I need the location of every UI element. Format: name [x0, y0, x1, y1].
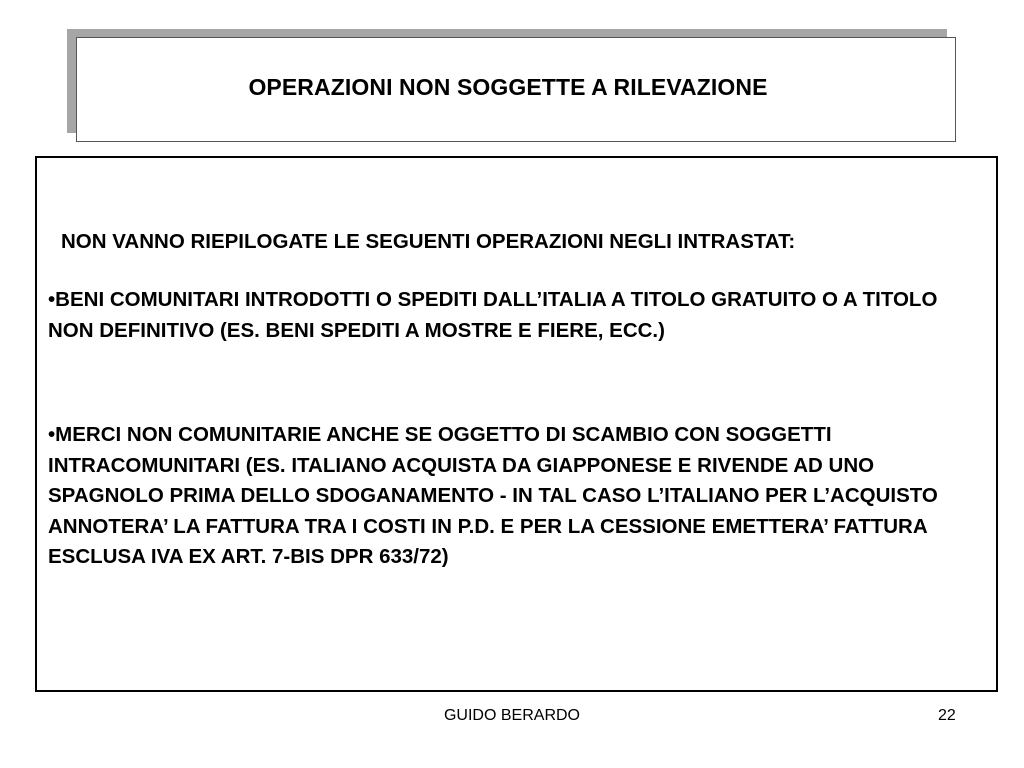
slide-title: OPERAZIONI NON SOGGETTE A RILEVAZIONE [248, 74, 768, 100]
bullet-item-2: •MERCI NON COMUNITARIE ANCHE SE OGGETTO DI SCAMBIO CON SOGGETTI INTRACOMUNITARI (ES. ITALIANO ACQUISTA DA GIAPPONESE E RIVENDE AD UNO SPAGNOLO PRIMA DELLO SDOGANAMENTO - IN TAL CASO L’ITALIANO PER L’ACQUISTO ANNOTERA’ LA FATTURA TRA I COSTI IN P.D. E PER LA CESSIONE EMETTERA’ FATTURA ESCLUSA IVA EX ART. 7-BIS DPR 633/72) [48, 423, 938, 568]
page-number: 22 [938, 707, 956, 724]
footer-author: GUIDO BERARDO [443, 707, 580, 724]
title-box [76, 37, 956, 142]
content-box [35, 156, 998, 692]
bullet-item-1: •BENI COMUNITARI INTRODOTTI O SPEDITI DALL’ITALIA A TITOLO GRATUITO O A TITOLO NON DEFINITIVO (ES. BENI SPEDITI A MOSTRE E FIERE, ECC.) [48, 288, 938, 342]
intro-text: NON VANNO RIEPILOGATE LE SEGUENTI OPERAZIONI NEGLI INTRASTAT: [61, 230, 796, 253]
